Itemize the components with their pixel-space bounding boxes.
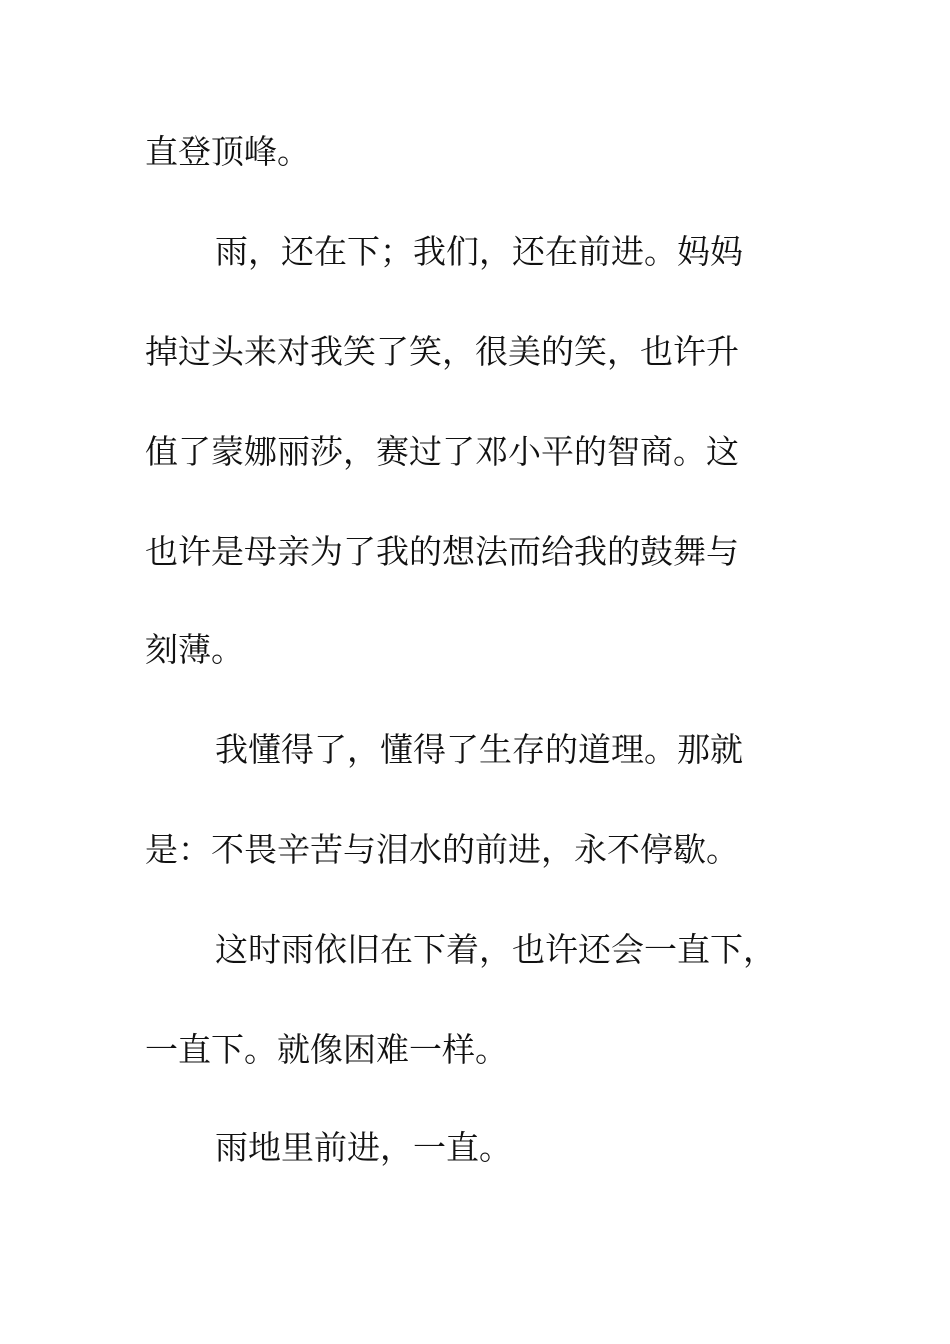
paragraph-first-line: 这时雨依旧在下着，也许还会一直下， — [215, 930, 776, 969]
text-line: 是：不畏辛苦与泪水的前进，永不停歇。 — [145, 830, 739, 869]
paragraph-first-line: 雨地里前进，一直。 — [215, 1128, 512, 1167]
text-line: 刻薄。 — [145, 630, 244, 669]
paragraph-first-line: 雨，还在下；我们，还在前进。妈妈 — [215, 232, 743, 271]
text-line: 直登顶峰。 — [145, 132, 310, 171]
text-line: 一直下。就像困难一样。 — [145, 1030, 508, 1069]
text-line: 掉过头来对我笑了笑，很美的笑，也许升 — [145, 332, 739, 371]
text-line: 值了蒙娜丽莎，赛过了邓小平的智商。这 — [145, 432, 739, 471]
text-line: 也许是母亲为了我的想法而给我的鼓舞与 — [145, 532, 739, 571]
paragraph-first-line: 我懂得了，懂得了生存的道理。那就 — [215, 730, 743, 769]
